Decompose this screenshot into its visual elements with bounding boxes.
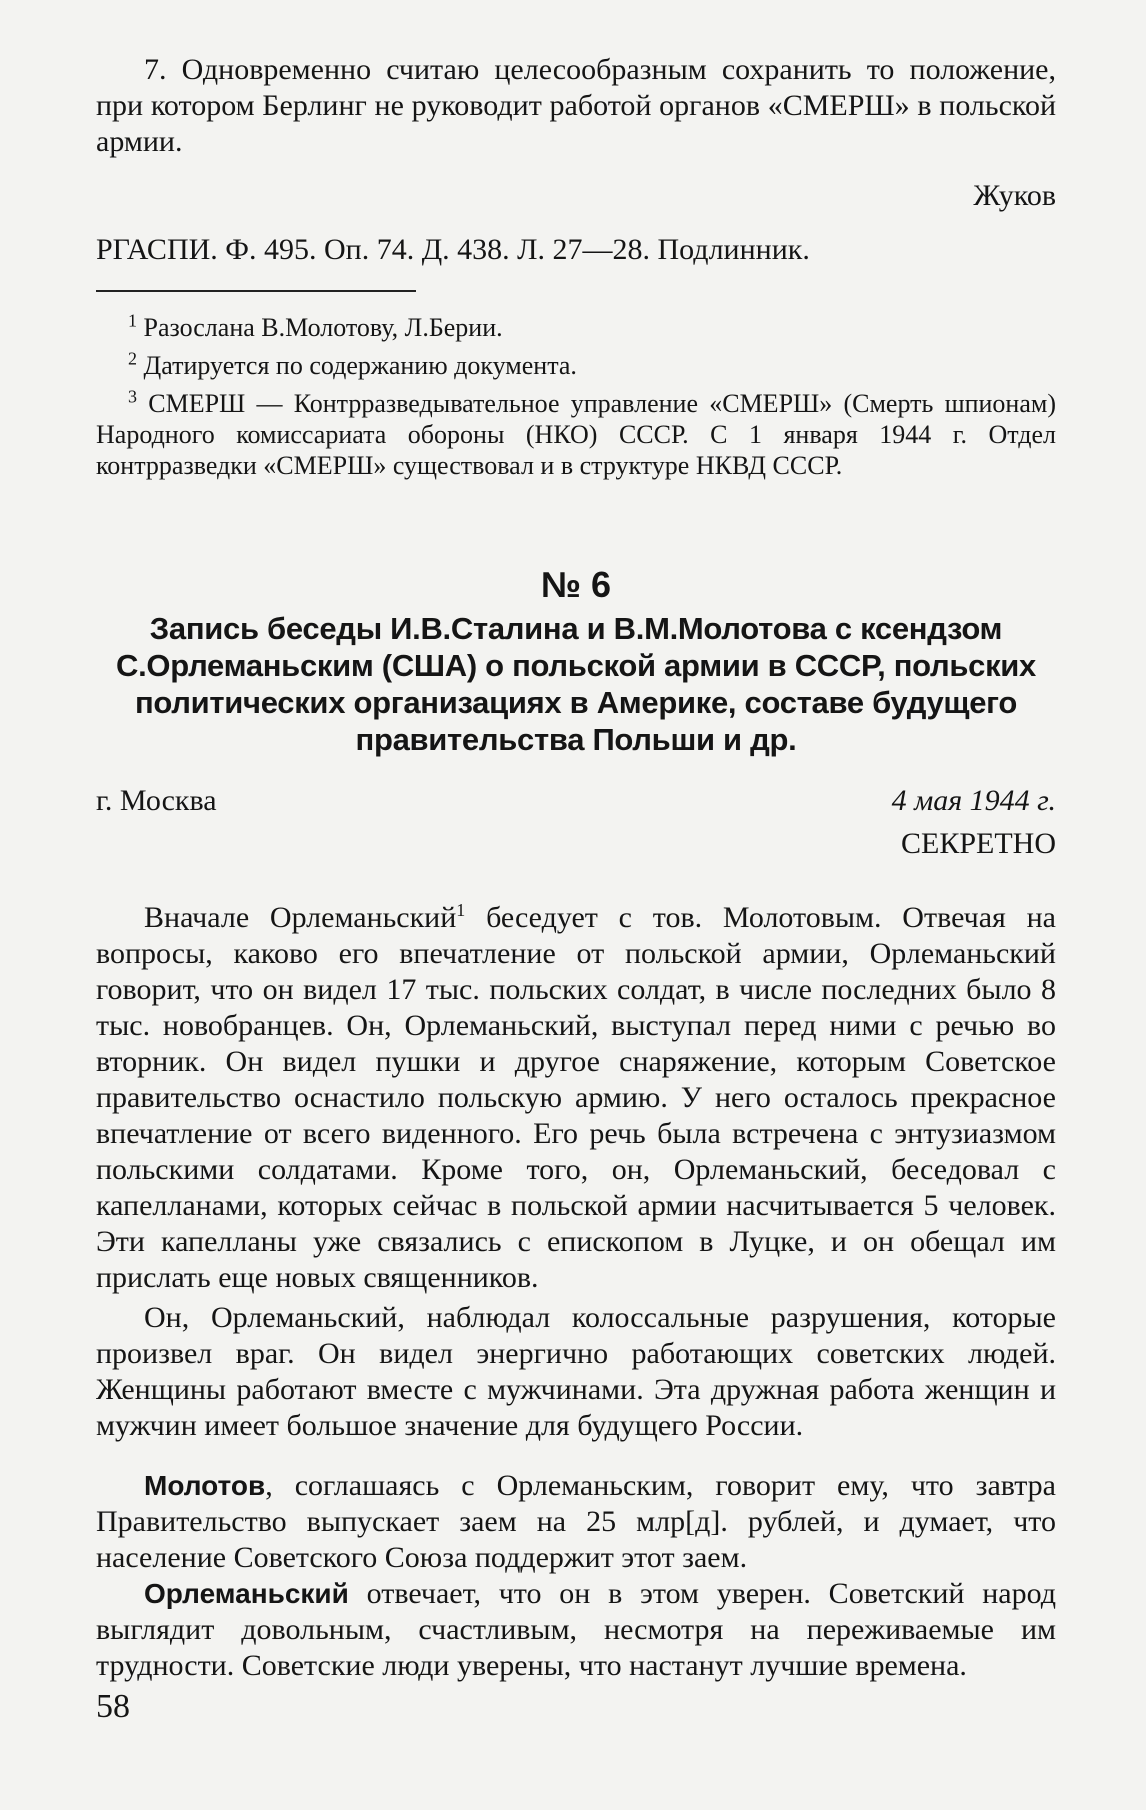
footnote-divider	[96, 290, 1056, 292]
previous-doc-paragraph-7: 7. Одновременно считаю целесообразным сохранить то положение, при котором Берлинг не руководит работой органов «СМЕРШ» в польской армии.	[96, 53, 1056, 158]
footnote-2: $^2$ Датируется по содержанию документа.	[128, 348, 577, 380]
paragraph-molotov: Молотов, соглашаясь с Орлеманьским, говорит ему, что завтра Правительство выпускает заем на 25 млр[д]. рублей, и думает, что население Советского Союза поддержит этот заем.	[96, 1469, 1056, 1574]
speaker-molotov: Молотов	[144, 1470, 266, 1501]
document-number: № 6	[540, 564, 612, 605]
footnote-3: $^3$ СМЕРШ — Контрразведывательное управление «СМЕРШ» (Смерть шпионам) Народного комиссариата обороны (НКО) СССР. С 1 января 1944 г. Отдел контрразведки «СМЕРШ» существовал и в структуре НКВД СССР.	[96, 386, 1056, 480]
classification: СЕКРЕТНО	[900, 827, 1056, 860]
place-date-line	[96, 784, 1056, 818]
paragraph-orlemanski: Орлеманьский отвечает, что он в этом уверен. Советский народ выглядит довольным, счастливым, несмотря на переживаемые им трудности. Советские люди уверены, что настанут лучшие времена.	[96, 1577, 1056, 1682]
footnote-rule	[96, 290, 416, 292]
document-title: Запись беседы И.В.Сталина и В.М.Молотова с ксендзом С.Орлеманьским (США) о польской армии в СССР, польских политических организациях в Америке, составе будущего правительства Польши и др.	[116, 611, 1036, 757]
paragraph-1: Вначале Орлеманьский$^1$ беседует с тов. Молотовым. Отвечая на вопросы, каково его впечатление от польской армии, Орлеманьский говорит, что он видел 17 тыс. польских солдат, в числе последних было 8 тыс. новобранцев. Он, Орлеманьский, выступал перед ними с речью во вторник. Он видел пушки и другое снаряжение, которым Советское правительство оснастило польскую армию. У него осталось прекрасное впечатление от всего виденного. Его речь была встречена с энтузиазмом польскими солдатами. Кроме того, он, Орлеманьский, беседовал с капелланами, которых сейчас в польской армии насчитывается 5 человек. Эти капелланы уже связались с епископом в Луцке, и он обещал им прислать еще новых священников.	[96, 900, 1056, 1294]
signature: Жуков	[973, 179, 1056, 212]
paragraph-2: Он, Орлеманьский, наблюдал колоссальные разрушения, которые произвел враг. Он видел энергично работающих советских людей. Женщины работают вместе с мужчинами. Эта дружная работа женщин и мужчин имеет большое значение для будущего России.	[96, 1301, 1056, 1442]
footnote-1: $^1$ Разослана В.Молотову, Л.Берии.	[128, 310, 503, 342]
place: г. Москва	[96, 784, 217, 817]
archive-reference: РГАСПИ. Ф. 495. Оп. 74. Д. 438. Л. 27—28. Подлинник.	[96, 233, 810, 266]
speaker-orlemanski: Орлеманьский	[144, 1578, 349, 1609]
date: 4 мая 1944 г.	[891, 784, 1056, 817]
page-number: 58	[96, 1688, 130, 1725]
